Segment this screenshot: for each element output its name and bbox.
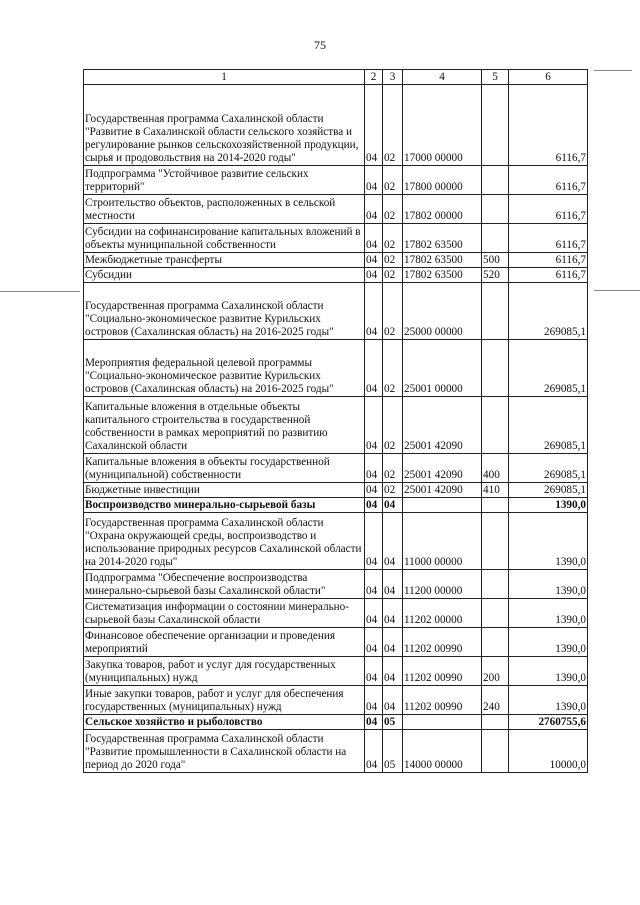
cell-target-article: 17802 63500 [403, 253, 482, 268]
cell-amount: 6116,7 [509, 85, 588, 166]
table-header-row [84, 70, 588, 85]
cell-subsection: 02 [383, 166, 403, 195]
cell-target-article: 25001 42090 [403, 454, 482, 483]
table-row [84, 498, 588, 513]
cell-expense-type [482, 340, 509, 397]
cell-target-article: 17802 00000 [403, 195, 482, 224]
header-cell-name: 1 [84, 70, 365, 85]
cell-target-article: 11202 00990 [403, 628, 482, 657]
cell-section: 04 [365, 397, 383, 454]
cell-target-article [403, 498, 482, 513]
cell-expense-type: 410 [482, 483, 509, 498]
cell-subsection: 02 [383, 195, 403, 224]
cell-expense-type [482, 570, 509, 599]
cell-expense-type [482, 166, 509, 195]
cell-target-article: 25001 42090 [403, 483, 482, 498]
cell-target-article: 25000 00000 [403, 283, 482, 340]
table-row [84, 628, 588, 657]
table-row [84, 224, 588, 253]
header-cell-pr: 3 [383, 70, 403, 85]
cell-name: Государственная программа Сахалинской области "Охрана окружающей среды, воспроизводство и использование природных ресурсов Сахалинской области на 2014-2020 годы" [84, 513, 365, 570]
cell-subsection: 02 [383, 268, 403, 283]
cell-target-article: 17802 63500 [403, 268, 482, 283]
cell-amount: 6116,7 [509, 253, 588, 268]
header-cell-vr: 5 [482, 70, 509, 85]
table-row [84, 483, 588, 498]
cell-subsection: 04 [383, 628, 403, 657]
cell-section: 04 [365, 224, 383, 253]
table-row [84, 283, 588, 340]
cell-section: 04 [365, 498, 383, 513]
cell-name: Государственная программа Сахалинской области "Развитие в Сахалинской области сельского хозяйства и регулирование рынков сельскохозяйственной продукции, сырья и продовольствия на 2014-2020 годы" [84, 85, 365, 166]
table-row [84, 340, 588, 397]
header-cell-sum: 6 [509, 70, 588, 85]
table-row [84, 85, 588, 166]
table-row [84, 253, 588, 268]
cell-section: 04 [365, 657, 383, 686]
cell-subsection: 02 [383, 85, 403, 166]
cell-target-article: 25001 00000 [403, 340, 482, 397]
cell-section: 04 [365, 166, 383, 195]
cell-expense-type [482, 715, 509, 730]
cell-expense-type: 400 [482, 454, 509, 483]
cell-amount: 1390,0 [509, 599, 588, 628]
cell-subsection: 04 [383, 599, 403, 628]
cell-name: Сельское хозяйство и рыболовство [84, 715, 365, 730]
table-row [84, 454, 588, 483]
cell-amount: 269085,1 [509, 454, 588, 483]
cell-subsection: 05 [383, 715, 403, 730]
cell-expense-type [482, 85, 509, 166]
cell-section: 04 [365, 513, 383, 570]
cell-amount: 269085,1 [509, 283, 588, 340]
cell-target-article: 11202 00000 [403, 599, 482, 628]
cell-subsection: 05 [383, 730, 403, 773]
cell-amount: 6116,7 [509, 166, 588, 195]
cell-name: Капитальные вложения в объекты государственной (муниципальной) собственности [84, 454, 365, 483]
table-row [84, 730, 588, 773]
table-row [84, 195, 588, 224]
cell-expense-type [482, 513, 509, 570]
cell-name: Субсидии [84, 268, 365, 283]
cell-expense-type: 200 [482, 657, 509, 686]
cell-expense-type [482, 195, 509, 224]
cell-name: Закупка товаров, работ и услуг для государственных (муниципальных) нужд [84, 657, 365, 686]
table-row [84, 686, 588, 715]
cell-amount: 1390,0 [509, 513, 588, 570]
cell-amount: 6116,7 [509, 195, 588, 224]
table-row [84, 657, 588, 686]
cell-subsection: 02 [383, 224, 403, 253]
cell-name: Мероприятия федеральной целевой программы "Социально-экономическое развитие Курильских островов (Сахалинская область) на 2016-2025 годы" [84, 340, 365, 397]
cell-name: Бюджетные инвестиции [84, 483, 365, 498]
table-row [84, 397, 588, 454]
cell-expense-type [482, 628, 509, 657]
cell-amount: 1390,0 [509, 498, 588, 513]
cell-expense-type [482, 224, 509, 253]
table-row [84, 599, 588, 628]
cell-expense-type: 240 [482, 686, 509, 715]
table-row [84, 268, 588, 283]
cell-target-article: 11202 00990 [403, 686, 482, 715]
cell-section: 04 [365, 483, 383, 498]
cell-amount: 1390,0 [509, 657, 588, 686]
table-row [84, 715, 588, 730]
cell-subsection: 02 [383, 283, 403, 340]
cell-name: Подпрограмма "Обеспечение воспроизводства минерально-сырьевой базы Сахалинской области" [84, 570, 365, 599]
header-cell-csr: 4 [403, 70, 482, 85]
cell-subsection: 02 [383, 397, 403, 454]
cell-name: Подпрограмма "Устойчивое развитие сельских территорий" [84, 166, 365, 195]
table-row [84, 166, 588, 195]
cell-amount: 2760755,6 [509, 715, 588, 730]
cell-expense-type [482, 730, 509, 773]
cell-name: Иные закупки товаров, работ и услуг для обеспечения государственных (муниципальных) нужд [84, 686, 365, 715]
cell-section: 04 [365, 454, 383, 483]
cell-name: Финансовое обеспечение организации и проведения мероприятий [84, 628, 365, 657]
cell-subsection: 04 [383, 686, 403, 715]
cell-section: 04 [365, 253, 383, 268]
cell-target-article: 11202 00990 [403, 657, 482, 686]
table-row [84, 513, 588, 570]
cell-amount: 6116,7 [509, 224, 588, 253]
cell-name: Капитальные вложения в отдельные объекты капитального строительства в государственной собственности в рамках мероприятий по развитию Сахалинской области [84, 397, 365, 454]
cell-subsection: 04 [383, 657, 403, 686]
cell-subsection: 02 [383, 340, 403, 397]
scan-artifact-line [594, 290, 640, 291]
budget-table [83, 69, 588, 773]
cell-amount: 10000,0 [509, 730, 588, 773]
header-cell-rz: 2 [365, 70, 383, 85]
cell-expense-type [482, 397, 509, 454]
cell-amount: 269085,1 [509, 340, 588, 397]
cell-amount: 1390,0 [509, 570, 588, 599]
cell-name: Систематизация информации о состоянии минерально-сырьевой базы Сахалинской области [84, 599, 365, 628]
cell-subsection: 02 [383, 483, 403, 498]
cell-target-article [403, 715, 482, 730]
cell-section: 04 [365, 628, 383, 657]
cell-subsection: 02 [383, 454, 403, 483]
scan-artifact-line [0, 291, 80, 292]
cell-target-article: 11000 00000 [403, 513, 482, 570]
budget-table-body [84, 70, 588, 773]
cell-name: Государственная программа Сахалинской области "Социально-экономическое развитие Курильских островов (Сахалинская область) на 2016-2025 годы" [84, 283, 365, 340]
page-number: 75 [314, 38, 326, 52]
cell-target-article: 17800 00000 [403, 166, 482, 195]
cell-expense-type: 520 [482, 268, 509, 283]
cell-subsection: 04 [383, 570, 403, 599]
cell-target-article: 25001 42090 [403, 397, 482, 454]
cell-name: Межбюджетные трансферты [84, 253, 365, 268]
cell-amount: 6116,7 [509, 268, 588, 283]
cell-section: 04 [365, 686, 383, 715]
cell-expense-type [482, 283, 509, 340]
cell-expense-type [482, 599, 509, 628]
cell-section: 04 [365, 195, 383, 224]
cell-section: 04 [365, 715, 383, 730]
cell-name: Воспроизводство минерально-сырьевой базы [84, 498, 365, 513]
cell-name: Государственная программа Сахалинской области "Развитие промышленности в Сахалинской области на период до 2020 года" [84, 730, 365, 773]
cell-amount: 1390,0 [509, 686, 588, 715]
cell-expense-type [482, 498, 509, 513]
cell-target-article: 11200 00000 [403, 570, 482, 599]
cell-name: Субсидии на софинансирование капитальных вложений в объекты муниципальной собственности [84, 224, 365, 253]
cell-amount: 1390,0 [509, 628, 588, 657]
cell-subsection: 02 [383, 253, 403, 268]
cell-expense-type: 500 [482, 253, 509, 268]
cell-name: Строительство объектов, расположенных в сельской местности [84, 195, 365, 224]
cell-section: 04 [365, 283, 383, 340]
cell-section: 04 [365, 340, 383, 397]
cell-amount: 269085,1 [509, 397, 588, 454]
cell-subsection: 04 [383, 513, 403, 570]
cell-section: 04 [365, 730, 383, 773]
scan-artifact-line [594, 70, 632, 71]
table-row [84, 570, 588, 599]
cell-target-article: 17000 00000 [403, 85, 482, 166]
cell-section: 04 [365, 268, 383, 283]
cell-subsection: 04 [383, 498, 403, 513]
cell-section: 04 [365, 85, 383, 166]
cell-section: 04 [365, 570, 383, 599]
cell-target-article: 14000 00000 [403, 730, 482, 773]
cell-amount: 269085,1 [509, 483, 588, 498]
cell-section: 04 [365, 599, 383, 628]
cell-target-article: 17802 63500 [403, 224, 482, 253]
